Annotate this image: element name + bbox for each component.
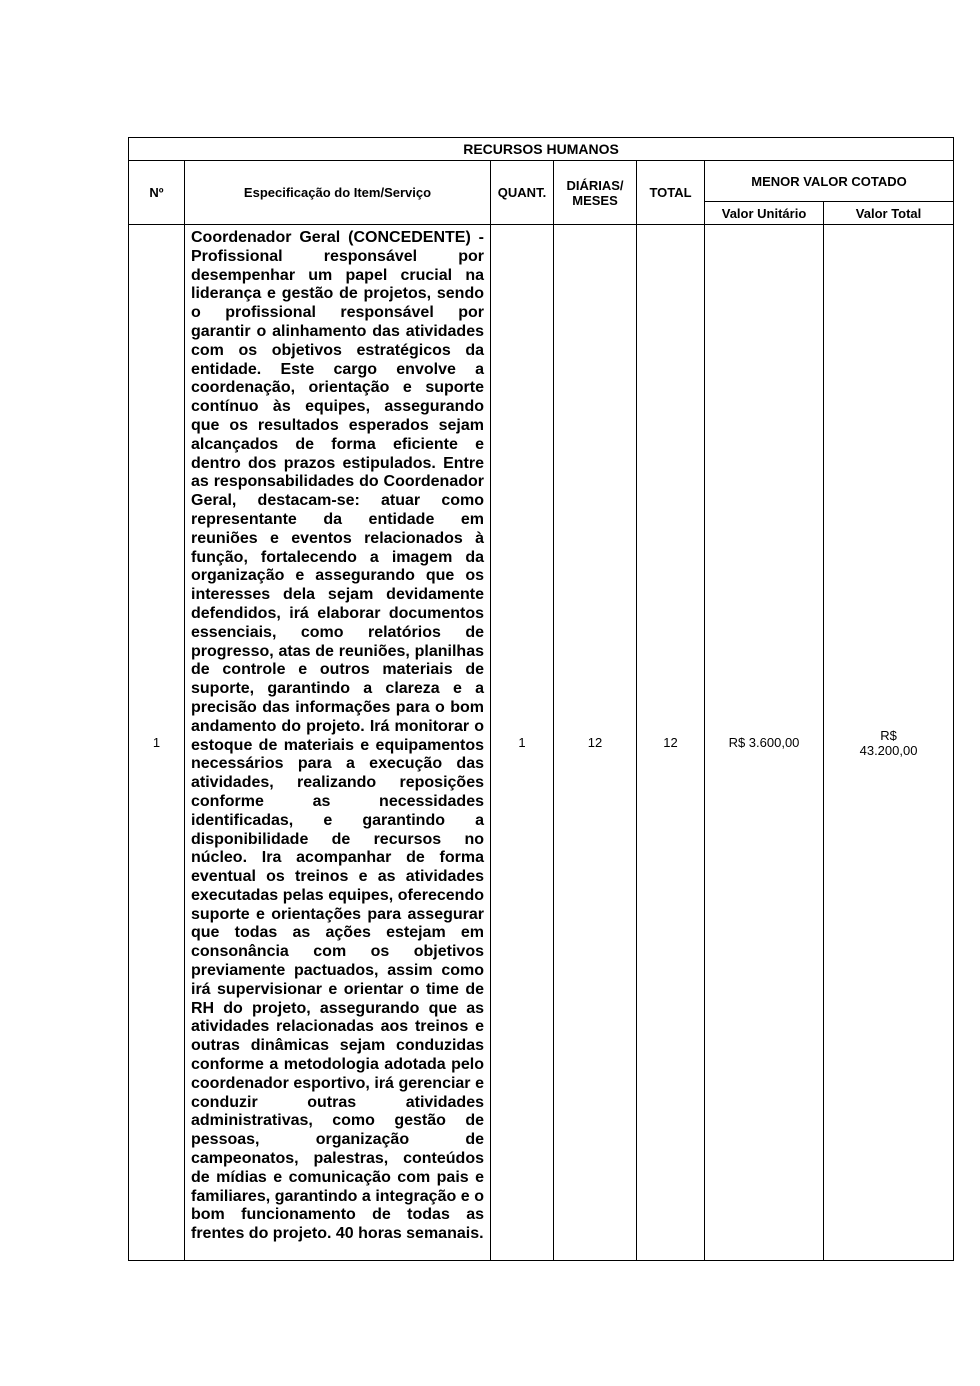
table-row (129, 225, 954, 1261)
cell-numero: 1 (129, 225, 185, 1261)
cell-diarias: 12 (554, 225, 637, 1261)
header-menor-valor: MENOR VALOR COTADO (705, 161, 954, 202)
recursos-humanos-table (128, 137, 954, 1261)
cell-valor-unitario: R$ 3.600,00 (705, 225, 824, 1261)
header-diarias: DIÁRIAS/ MESES (554, 161, 637, 225)
table-title: RECURSOS HUMANOS (129, 138, 954, 161)
header-total: TOTAL (637, 161, 705, 225)
header-numero: Nº (129, 161, 185, 225)
header-valor-total: Valor Total (824, 202, 954, 225)
header-especificacao: Especificação do Item/Serviço (185, 161, 491, 225)
cell-quant: 1 (491, 225, 554, 1261)
cell-total: 12 (637, 225, 705, 1261)
cell-valor-total: R$ 43.200,00 (824, 225, 954, 1261)
header-valor-unitario: Valor Unitário (705, 202, 824, 225)
cell-especificacao: Coordenador Geral (CONCEDENTE) - Profissional responsável por desempenhar um papel crucial na liderança e gestão de projetos, sendo o profissional responsável por garantir o alinhamento das atividades com os objetivos estratégicos da entidade. Este cargo envolve a coordenação, orientação e suporte contínuo às equipes, assegurando que os resultados esperados sejam alcançados de forma eficiente e dentro dos prazos estipulados. Entre as responsabilidades do Coordenador Geral, destacam-se: atuar como representante da entidade em reuniões e eventos relacionados à função, fortalecendo a imagem da organização e assegurando que os interesses dela sejam devidamente defendidos, irá elaborar documentos essenciais, como relatórios de progresso, atas de reuniões, planilhas de controle e outros materiais de suporte, garantindo a clareza e a precisão das informações para o bom andamento do projeto. Irá monitorar o estoque de materiais e equipamentos necessários para a execução das atividades, realizando reposições conforme as necessidades identificadas, e garantindo a disponibilidade de recursos no núcleo. Ira acompanhar de forma eventual os treinos e as atividades executadas pelas equipes, oferecendo suporte e orientações para assegurar que todas as ações estejam em consonância com os objetivos previamente pactuados, assim como irá supervisionar e orientar o time de RH do projeto, assegurando que as atividades relacionadas aos treinos e outras dinâmicas sejam conduzidas conforme a metodologia adotada pelo coordenador esportivo, irá gerenciar e conduzir outras atividades administrativas, como gestão de pessoas, organização de campeonatos, palestras, conteúdos de mídias e comunicação com pais e familiares, garantindo a integração e o bom funcionamento de todas as frentes do projeto. 40 horas semanais. (185, 225, 491, 1261)
header-quant: QUANT. (491, 161, 554, 225)
